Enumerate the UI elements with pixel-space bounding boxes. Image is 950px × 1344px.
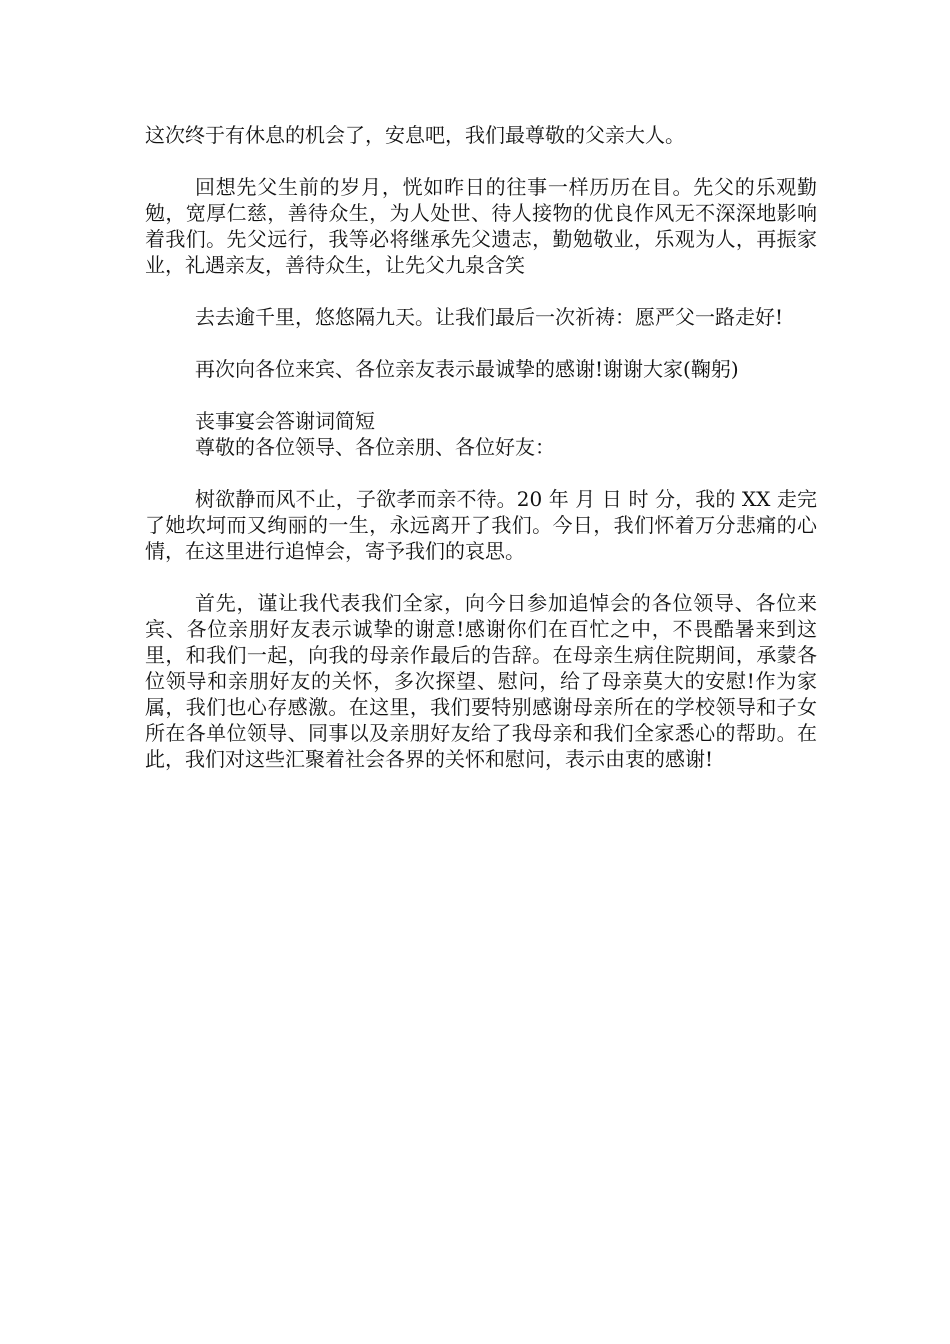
paragraph-gap <box>145 148 817 174</box>
paragraph-gap <box>145 278 817 304</box>
paragraph-remembrance: 回想先父生前的岁月，恍如昨日的往事一样历历在目。先父的乐观勤勉，宽厚仁慈，善待众生，为人处世、待人接物的优良作风无不深深地影响着我们。先父远行，我等必将继承先父遗志，勤勉敬业，乐观为人，再振家业，礼遇亲友，善待众生，让先父九泉含笑 <box>145 175 817 277</box>
paragraph-gap <box>145 330 817 356</box>
document-body <box>145 122 817 772</box>
paragraph-farewell: 去去逾千里，悠悠隔九天。让我们最后一次祈祷：愿严父一路走好! <box>195 305 784 329</box>
paragraph-gap <box>145 564 817 590</box>
salutation: 尊敬的各位领导、各位亲朋、各位好友： <box>195 435 555 459</box>
paragraph-closing-line: 这次终于有休息的机会了，安息吧，我们最尊敬的父亲大人。 <box>145 123 685 147</box>
paragraph-thanks: 再次向各位来宾、各位亲友表示最诚挚的感谢!谢谢大家(鞠躬) <box>195 357 739 381</box>
paragraph-opening: 树欲静而风不止，子欲孝而亲不待。20 年 月 日 时 分，我的 XX 走完了她坎坷而又绚丽的一生，永远离开了我们。今日，我们怀着万分悲痛的心情，在这里进行追悼会，寄予我们的哀思。 <box>145 487 817 563</box>
paragraph-gap <box>145 460 817 486</box>
section-heading: 丧事宴会答谢词简短 <box>195 409 375 433</box>
paragraph-gratitude: 首先，谨让我代表我们全家，向今日参加追悼会的各位领导、各位来宾、各位亲朋好友表示诚挚的谢意!感谢你们在百忙之中，不畏酷暑来到这里，和我们一起，向我的母亲作最后的告辞。在母亲生病住院期间，承蒙各位领导和亲朋好友的关怀，多次探望、慰问，给了母亲莫大的安慰!作为家属，我们也心存感激。在这里，我们要特别感谢母亲所在的学校领导和子女所在各单位领导、同事以及亲朋好友给了我母亲和我们全家悉心的帮助。在此，我们对这些汇聚着社会各界的关怀和慰问，表示由衷的感谢! <box>145 591 817 771</box>
paragraph-gap <box>145 382 817 408</box>
